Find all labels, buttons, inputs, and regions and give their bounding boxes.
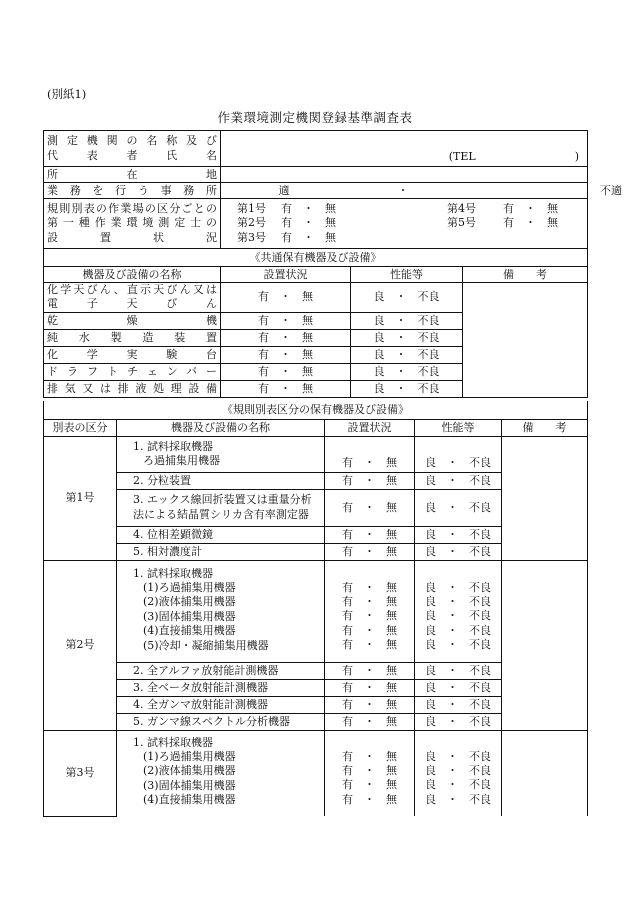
common-section-title: 《共通保有機器及び設備》 <box>44 249 588 267</box>
org-name-label: 測定機関の名称及び 代表者氏名 <box>44 131 221 167</box>
office-ok: 適 <box>278 183 290 197</box>
group-label: 第2号 <box>44 560 117 730</box>
group-label: 第1号 <box>44 436 117 560</box>
table-row: ドラフトチェンバー 有 ・ 無 良 ・ 不良 <box>44 363 588 380</box>
class-col-perf: 性能等 <box>415 419 502 436</box>
office-dot: ・ <box>397 183 409 197</box>
staff-label: 規則別表の作業場の区分ごとの 第一種作業環境測定士の 設置状況 <box>44 199 221 249</box>
table-row: 化学実験台 有 ・ 無 良 ・ 不良 <box>44 346 588 363</box>
annex-label: (別紙1) <box>47 87 87 101</box>
group2-note-cell[interactable] <box>502 560 588 730</box>
table-row: 排気又は排液処理設備 有 ・ 無 良 ・ 不良 <box>44 380 588 397</box>
table-row: 3. 全ベータ放射能計測機器 有 ・ 無 良 ・ 不良 <box>44 679 588 696</box>
staff-status[interactable]: 第1号 有 ・ 無 第2号 有 ・ 無 第3号 有 ・ 無 第4号 有 ・ 無 第5号 有 ・ 無 <box>221 199 588 249</box>
tel-field: (TEL ) <box>448 150 579 163</box>
page-title: 作業環境測定機関登録基準調査表 <box>217 110 413 125</box>
common-col-note: 備 考 <box>463 267 588 283</box>
class-col-name: 機器及び設備の名称 <box>117 419 325 436</box>
table-row: 5. ガンマ線スペクトル分析機器 有 ・ 無 良 ・ 不良 <box>44 713 588 730</box>
table-row: 乾燥機 有 ・ 無 良 ・ 不良 <box>44 312 588 329</box>
table-row: 2. 全アルファ放射能計測機器 有 ・ 無 良 ・ 不良 <box>44 662 588 679</box>
table-row: 第2号 1. 試料採取機器 (1)ろ過捕集用機器 (2)液体捕集用機器 (3)固体捕集用機器 (4)直接捕集用機器 (5)冷却・凝縮捕集用機器 有 ・ 無 有 ・ 無 有 ・ 無 有 ・ 無 有 ・ 無 良 ・ 不良 良 ・ 不良 良 ・ 不良 良 ・ 不良 良 ・ 不良 <box>44 560 588 662</box>
table-row: 純水製造装置 有 ・ 無 良 ・ 不良 <box>44 329 588 346</box>
group1-note-cell[interactable] <box>502 436 588 560</box>
table-row: 第1号 1. 試料採取機器 ろ過捕集用機器 有 ・ 無 良 ・ 不良 <box>44 436 588 472</box>
table-row: 2. 分粒装置 有 ・ 無 良 ・ 不良 <box>44 472 588 489</box>
table-row: 5. 相対濃度計 有 ・ 無 良 ・ 不良 <box>44 543 588 560</box>
classified-table <box>43 401 588 817</box>
office-label: 業務を行う事務所 <box>44 183 221 199</box>
address-label: 所在地 <box>44 167 221 183</box>
common-col-name: 機器及び設備の名称 <box>44 267 221 283</box>
common-col-status: 設置状況 <box>221 267 351 283</box>
office-ng: 不適 <box>600 183 622 197</box>
header-table <box>43 130 622 398</box>
office-value[interactable] <box>221 183 622 199</box>
table-row: 第3号 1. 試料採取機器 (1)ろ過捕集用機器 (2)液体捕集用機器 (3)固体捕集用機器 (4)直接捕集用機器 有 ・ 無 有 ・ 無 有 ・ 無 有 ・ 無 良 ・ 不良 良 ・ 不良 良 ・ 不良 良 ・ 不良 <box>44 730 588 816</box>
org-name-value[interactable] <box>221 131 588 167</box>
address-value[interactable] <box>221 167 588 183</box>
class-col-status: 設置状況 <box>325 419 415 436</box>
table-row: 4. 全ガンマ放射能計測機器 有 ・ 無 良 ・ 不良 <box>44 696 588 713</box>
common-col-perf: 性能等 <box>351 267 463 283</box>
table-row: 4. 位相差顕微鏡 有 ・ 無 良 ・ 不良 <box>44 526 588 543</box>
classified-section-title: 《規則別表区分の保有機器及び設備》 <box>44 401 588 419</box>
common-note-cell[interactable] <box>463 283 588 398</box>
group-label: 第3号 <box>44 730 117 816</box>
group3-note-cell[interactable] <box>502 730 588 816</box>
table-row: 3. エックス線回折装置又は重量分析 法による結晶質シリカ含有率測定器 有 ・ 無 良 ・ 不良 <box>44 489 588 526</box>
table-row: 化学天びん、直示天びん又は 電子天びん 有 ・ 無 良 ・ 不良 <box>44 283 588 313</box>
class-col-note: 備 考 <box>502 419 588 436</box>
class-col-class: 別表の区分 <box>44 419 117 436</box>
